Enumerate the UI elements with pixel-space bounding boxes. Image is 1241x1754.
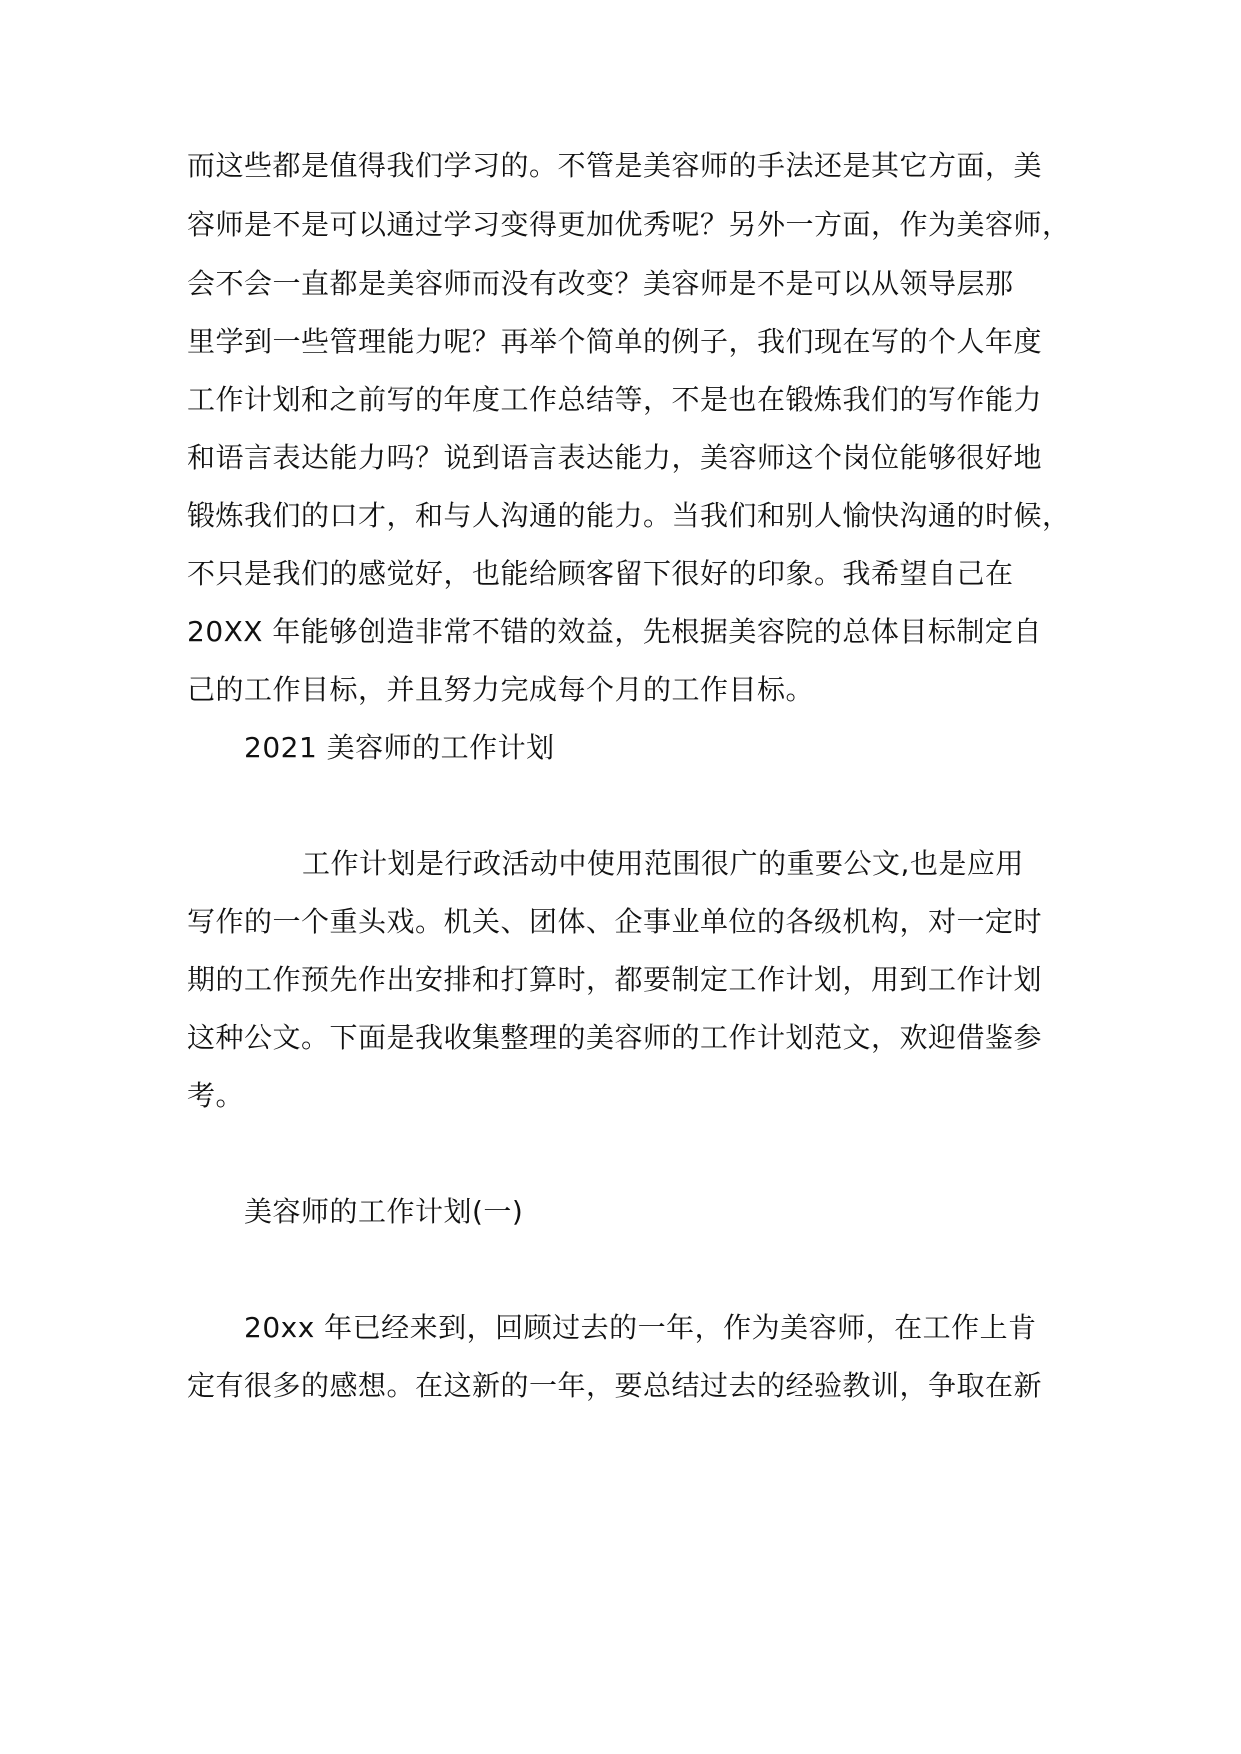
paragraph-line: 20XX 年能够创造非常不错的效益，先根据美容院的总体目标制定自 [187, 615, 1042, 648]
paragraph-line: 和语言表达能力吗？说到语言表达能力，美容师这个岗位能够很好地 [187, 441, 1043, 474]
paragraph-line: 容师是不是可以通过学习变得更加优秀呢？另外一方面，作为美容师， [187, 208, 1071, 241]
paragraph-line: 而这些都是值得我们学习的。不管是美容师的手法还是其它方面，美 [187, 149, 1043, 182]
paragraph-line: 己的工作目标，并且努力完成每个月的工作目标。 [187, 673, 815, 706]
section-heading: 美容师的工作计划(一) [244, 1195, 524, 1228]
paragraph-line: 里学到一些管理能力呢？再举个简单的例子，我们现在写的个人年度 [187, 325, 1043, 358]
paragraph-line: 工作计划是行政活动中使用范围很广的重要公文,也是应用 [302, 847, 1024, 880]
section-heading: 2021 美容师的工作计划 [244, 731, 555, 764]
paragraph-line: 写作的一个重头戏。机关、团体、企事业单位的各级机构，对一定时 [187, 905, 1043, 938]
paragraph-line: 工作计划和之前写的年度工作总结等，不是也在锻炼我们的写作能力 [187, 383, 1043, 416]
paragraph-line: 锻炼我们的口才，和与人沟通的能力。当我们和别人愉快沟通的时候， [187, 499, 1071, 532]
paragraph-line: 会不会一直都是美容师而没有改变？美容师是不是可以从领导层那 [187, 267, 1014, 300]
paragraph-line: 这种公文。下面是我收集整理的美容师的工作计划范文，欢迎借鉴参 [187, 1021, 1043, 1054]
paragraph-line: 不只是我们的感觉好，也能给顾客留下很好的印象。我希望自己在 [187, 557, 1014, 590]
paragraph-line: 定有很多的感想。在这新的一年，要总结过去的经验教训，争取在新 [187, 1369, 1043, 1402]
paragraph-line: 期的工作预先作出安排和打算时，都要制定工作计划，用到工作计划 [187, 963, 1043, 996]
paragraph-line: 20xx 年已经来到，回顾过去的一年，作为美容师，在工作上肯 [244, 1311, 1037, 1344]
paragraph-line: 考。 [187, 1079, 245, 1112]
